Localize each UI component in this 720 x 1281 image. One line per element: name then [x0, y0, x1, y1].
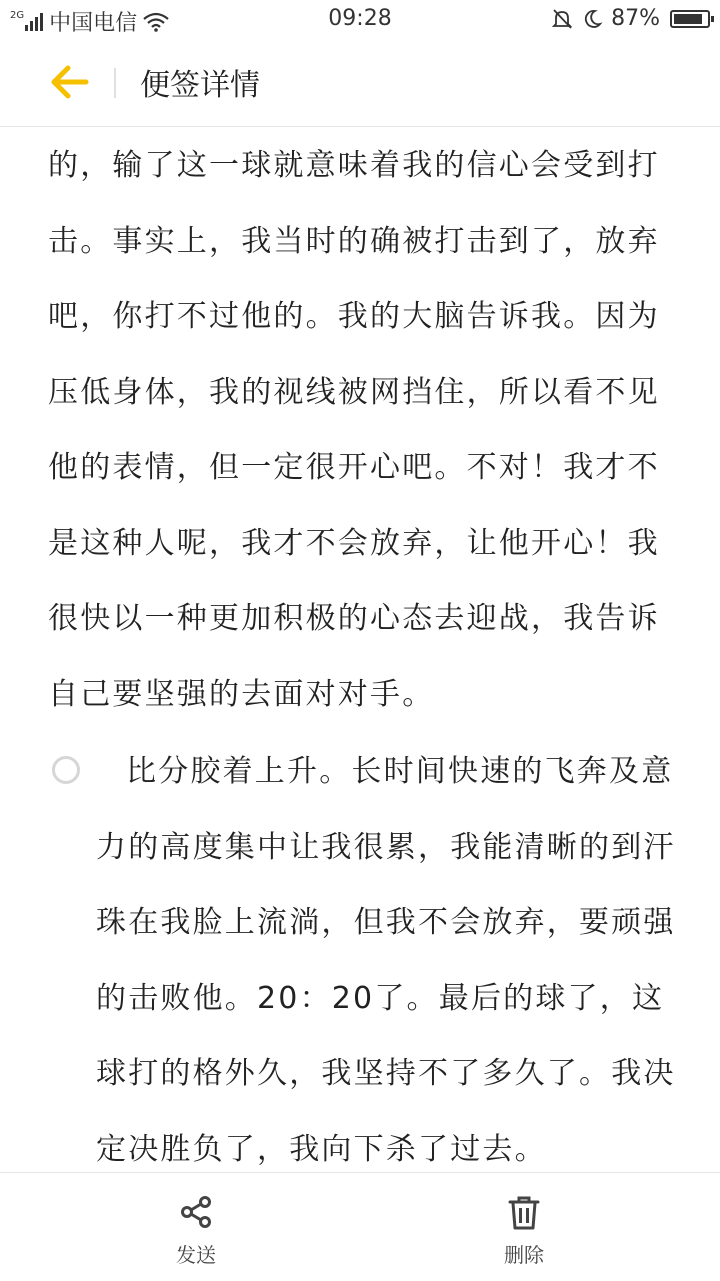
- bottom-toolbar: [0, 1172, 720, 1281]
- clock: 09:28: [328, 6, 392, 31]
- app-header: [0, 40, 720, 127]
- moon-icon: [581, 8, 603, 30]
- send-button[interactable]: [126, 1173, 266, 1281]
- battery-icon: [670, 10, 710, 28]
- share-icon: [179, 1195, 213, 1229]
- back-arrow-icon[interactable]: [48, 62, 90, 102]
- note-content[interactable]: [48, 126, 678, 1172]
- status-right: [551, 6, 710, 31]
- delete-button[interactable]: [454, 1173, 594, 1281]
- trash-icon: [507, 1195, 541, 1231]
- status-bar: [0, 0, 720, 40]
- checkbox-circle[interactable]: [52, 756, 80, 784]
- checklist-item-text[interactable]: 比分胶着上升。长时间快速的飞奔及意力的高度集中让我很累，我能清晰的到汗珠在我脸上流淌，但我不会放弃，要顽强的击败他。20：20了。最后的球了，这球打的格外久，我坚持不了多久了。我决定决胜负了，我向下杀了过去。: [96, 754, 676, 1167]
- delete-label: 删除: [504, 1243, 544, 1267]
- page-title: 便签详情: [140, 68, 260, 103]
- note-paragraph[interactable]: 的，输了这一球就意味着我的信心会受到打击。事实上，我当时的确被打击到了，放弃吧，你打不过他的。我的大脑告诉我。因为压低身体，我的视线被网挡住，所以看不见他的表情，但一定很开心吧。不对！我才不是这种人呢，我才不会放弃，让他开心！我很快以一种更加积极的心态去迎战，我告诉自己要坚强的去面对对手。: [48, 148, 660, 712]
- send-label: 发送: [176, 1243, 216, 1267]
- battery-percent: 87%: [611, 6, 660, 31]
- mute-bell-icon: [551, 8, 573, 30]
- network-type: 2G: [10, 10, 25, 21]
- battery-fill: [674, 14, 702, 24]
- checklist-item: [48, 734, 678, 1172]
- header-divider: [114, 68, 116, 98]
- carrier-name: 中国电信: [49, 11, 138, 36]
